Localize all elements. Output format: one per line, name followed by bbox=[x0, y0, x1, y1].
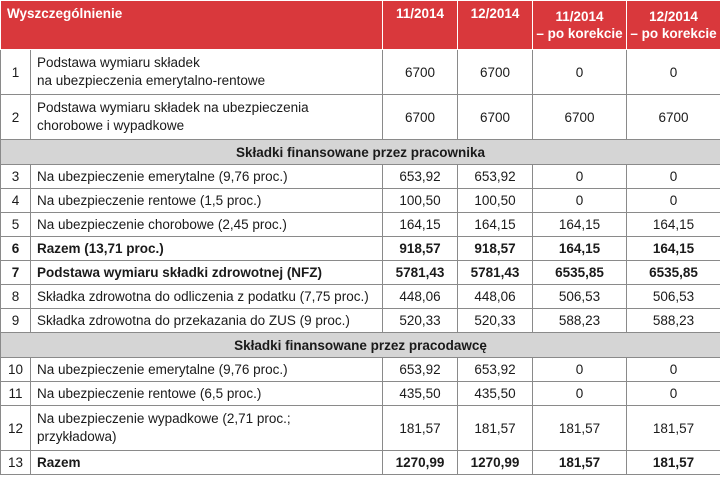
cell-value: 588,23 bbox=[627, 309, 720, 333]
cell-value: 6700 bbox=[458, 95, 533, 140]
cell-value: 6535,85 bbox=[627, 261, 720, 285]
row-number: 1 bbox=[1, 50, 31, 95]
row-number: 13 bbox=[1, 451, 31, 475]
cell-value: 0 bbox=[533, 382, 627, 406]
cell-value: 0 bbox=[627, 358, 720, 382]
row-description: Razem bbox=[31, 451, 383, 475]
header-row bbox=[1, 1, 720, 50]
cell-value: 164,15 bbox=[533, 213, 627, 237]
desc-line: przykładowa) bbox=[37, 429, 117, 444]
cell-value: 0 bbox=[533, 165, 627, 189]
cell-value: 653,92 bbox=[383, 165, 458, 189]
cell-value: 918,57 bbox=[458, 237, 533, 261]
cell-value: 181,57 bbox=[533, 451, 627, 475]
row-number: 5 bbox=[1, 213, 31, 237]
cell-value: 918,57 bbox=[383, 237, 458, 261]
cell-value: 181,57 bbox=[458, 406, 533, 451]
row-number: 11 bbox=[1, 382, 31, 406]
table-row-health-base bbox=[1, 261, 720, 285]
cell-value: 653,92 bbox=[383, 358, 458, 382]
table-row bbox=[1, 213, 720, 237]
cell-value: 448,06 bbox=[383, 285, 458, 309]
cell-value: 164,15 bbox=[533, 237, 627, 261]
desc-line: Podstawa wymiaru składek bbox=[37, 55, 200, 70]
cell-value: 0 bbox=[533, 50, 627, 95]
row-description: Na ubezpieczenie chorobowe (2,45 proc.) bbox=[31, 213, 383, 237]
section-title: Składki finansowane przez pracodawcę bbox=[1, 333, 720, 358]
cell-value: 164,15 bbox=[627, 237, 720, 261]
cell-value: 164,15 bbox=[458, 213, 533, 237]
row-description: Razem (13,71 proc.) bbox=[31, 237, 383, 261]
desc-line: chorobowe i wypadkowe bbox=[37, 118, 185, 133]
cell-value: 6535,85 bbox=[533, 261, 627, 285]
row-description: Na ubezpieczenie emerytalne (9,76 proc.) bbox=[31, 165, 383, 189]
cell-value: 506,53 bbox=[533, 285, 627, 309]
table-row-total bbox=[1, 237, 720, 261]
desc-line: Na ubezpieczenie wypadkowe (2,71 proc.; bbox=[37, 411, 291, 426]
section-header-employee bbox=[1, 140, 720, 165]
table-row-total bbox=[1, 451, 720, 475]
cell-value: 6700 bbox=[383, 95, 458, 140]
cell-value: 1270,99 bbox=[383, 451, 458, 475]
desc-line: na ubezpieczenia emerytalno-rentowe bbox=[37, 73, 266, 88]
row-description: Na ubezpieczenie emerytalne (9,76 proc.) bbox=[31, 358, 383, 382]
table-row bbox=[1, 165, 720, 189]
cell-value: 448,06 bbox=[458, 285, 533, 309]
cell-value: 6700 bbox=[627, 95, 720, 140]
cell-value: 435,50 bbox=[458, 382, 533, 406]
header-11-2014: 11/2014 bbox=[383, 1, 458, 50]
cell-value: 181,57 bbox=[627, 451, 720, 475]
cell-value: 520,33 bbox=[383, 309, 458, 333]
cell-value: 5781,43 bbox=[383, 261, 458, 285]
row-number: 8 bbox=[1, 285, 31, 309]
cell-value: 6700 bbox=[383, 50, 458, 95]
cell-value: 588,23 bbox=[533, 309, 627, 333]
cell-value: 181,57 bbox=[627, 406, 720, 451]
cell-value: 181,57 bbox=[533, 406, 627, 451]
cell-value: 0 bbox=[533, 358, 627, 382]
row-number: 12 bbox=[1, 406, 31, 451]
section-header-employer bbox=[1, 333, 720, 358]
row-description bbox=[31, 406, 383, 451]
cell-value: 0 bbox=[627, 165, 720, 189]
table-row bbox=[1, 189, 720, 213]
cell-value: 520,33 bbox=[458, 309, 533, 333]
cell-value: 653,92 bbox=[458, 165, 533, 189]
table-row bbox=[1, 358, 720, 382]
cell-value: 435,50 bbox=[383, 382, 458, 406]
row-description: Składka zdrowotna do przekazania do ZUS (9 proc.) bbox=[31, 309, 383, 333]
row-number: 6 bbox=[1, 237, 31, 261]
header-12-2014-corrected bbox=[627, 1, 720, 50]
header-description: Wyszczególnienie bbox=[1, 1, 383, 50]
table-row bbox=[1, 309, 720, 333]
row-number: 3 bbox=[1, 165, 31, 189]
table-row bbox=[1, 382, 720, 406]
table-row bbox=[1, 50, 720, 95]
row-number: 4 bbox=[1, 189, 31, 213]
row-number: 7 bbox=[1, 261, 31, 285]
cell-value: 6700 bbox=[458, 50, 533, 95]
section-title: Składki finansowane przez pracownika bbox=[1, 140, 720, 165]
cell-value: 506,53 bbox=[627, 285, 720, 309]
cell-value: 0 bbox=[627, 189, 720, 213]
cell-value: 0 bbox=[533, 189, 627, 213]
cell-value: 1270,99 bbox=[458, 451, 533, 475]
row-description: Składka zdrowotna do odliczenia z podatku (7,75 proc.) bbox=[31, 285, 383, 309]
row-description bbox=[31, 50, 383, 95]
row-description bbox=[31, 95, 383, 140]
row-number: 2 bbox=[1, 95, 31, 140]
cell-value: 164,15 bbox=[627, 213, 720, 237]
cell-value: 0 bbox=[627, 382, 720, 406]
header-line: 12/2014 bbox=[649, 9, 698, 24]
cell-value: 181,57 bbox=[383, 406, 458, 451]
header-line: – po korekcie bbox=[630, 26, 717, 41]
table-row bbox=[1, 95, 720, 140]
cell-value: 164,15 bbox=[383, 213, 458, 237]
table-row bbox=[1, 285, 720, 309]
cell-value: 6700 bbox=[533, 95, 627, 140]
row-description: Na ubezpieczenie rentowe (6,5 proc.) bbox=[31, 382, 383, 406]
cell-value: 653,92 bbox=[458, 358, 533, 382]
cell-value: 5781,43 bbox=[458, 261, 533, 285]
row-number: 9 bbox=[1, 309, 31, 333]
row-description: Na ubezpieczenie rentowe (1,5 proc.) bbox=[31, 189, 383, 213]
cell-value: 100,50 bbox=[383, 189, 458, 213]
header-line: – po korekcie bbox=[536, 26, 623, 41]
desc-line: Podstawa wymiaru składek na ubezpieczenia bbox=[37, 100, 309, 115]
table-row bbox=[1, 406, 720, 451]
cell-value: 100,50 bbox=[458, 189, 533, 213]
header-12-2014: 12/2014 bbox=[458, 1, 533, 50]
header-line: 11/2014 bbox=[555, 9, 604, 24]
cell-value: 0 bbox=[627, 50, 720, 95]
row-description: Podstawa wymiaru składki zdrowotnej (NFZ) bbox=[31, 261, 383, 285]
row-number: 10 bbox=[1, 358, 31, 382]
header-11-2014-corrected bbox=[533, 1, 627, 50]
